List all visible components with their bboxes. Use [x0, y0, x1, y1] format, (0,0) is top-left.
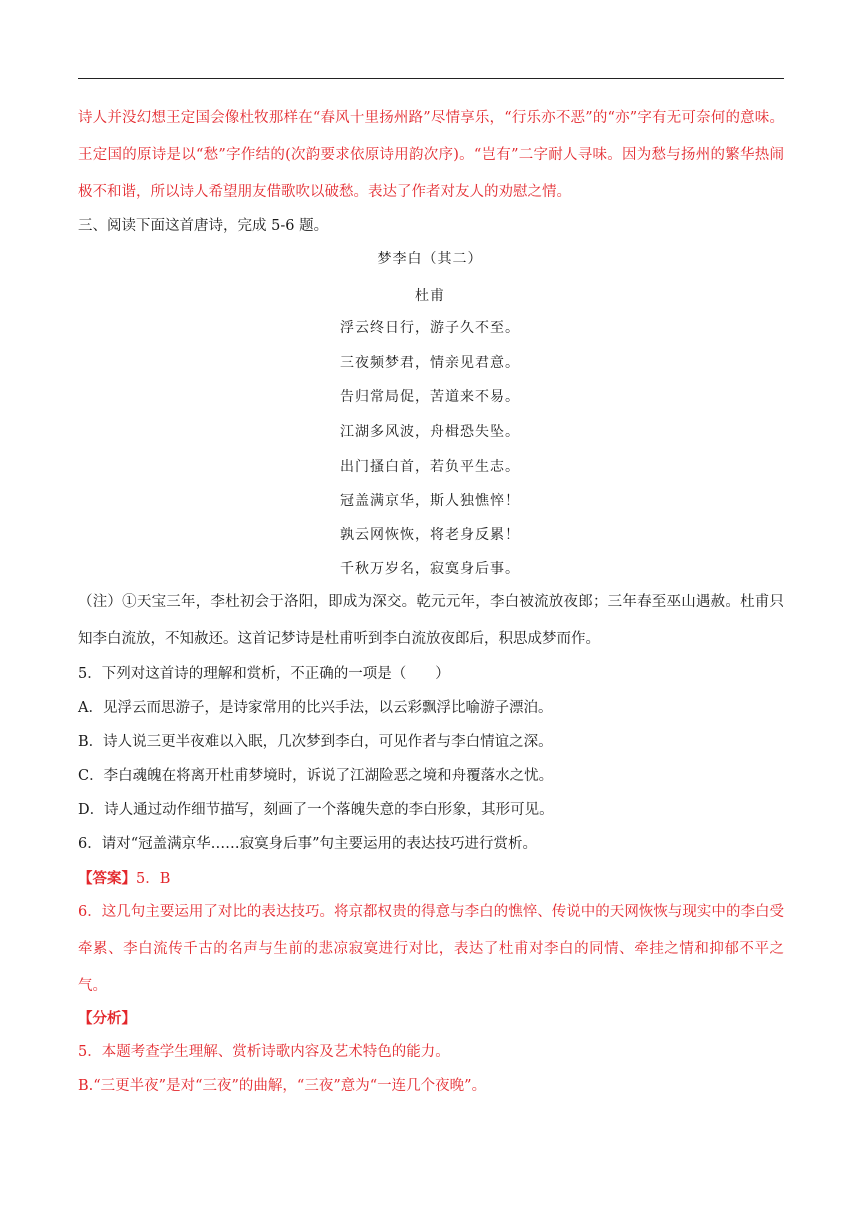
question6-stem: 6．请对“冠盖满京华……寂寞身后事”句主要运用的表达技巧进行赏析。: [78, 836, 538, 852]
poem-line: 出门搔白首，若负平生志。: [340, 459, 520, 475]
poem-line: 千秋万岁名，寂寞身后事。: [340, 561, 520, 577]
analysis-tag: 【分析】: [78, 1010, 136, 1027]
poem-line: 三夜频梦君，情亲见君意。: [340, 355, 520, 371]
answer-q6: 6．这几句主要运用了对比的表达技巧。将京都权贵的得意与李白的憔悴、传说中的天网恢恢与现实中的李白受牵累、李白流传千古的名声与生前的悲凉寂寞进行对比，表达了杜甫对李白的同情、牵挂之情和抑郁不平之气。: [78, 904, 784, 994]
poem-line: 孰云网恢恢，将老身反累！: [340, 527, 520, 543]
poem-line: 江湖多风波，舟楫恐失坠。: [340, 424, 520, 440]
analysis-option-b: B.“三更半夜”是对“三夜”的曲解，“三夜”意为“一连几个夜晚”。: [78, 1078, 487, 1094]
poem-author: 杜甫: [415, 288, 445, 304]
analysis-line: [78, 1000, 784, 1038]
poem-line: 告归常局促，苦道来不易。: [340, 389, 520, 405]
question5-option-b: B．诗人说三更半夜难以入眠，几次梦到李白，可见作者与李白情谊之深。: [78, 734, 553, 750]
question5-option-d: D．诗人通过动作细节描写，刻画了一个落魄失意的李白形象，其形可见。: [78, 802, 554, 818]
question5-option-c: C．李白魂魄在将离开杜甫梦境时，诉说了江湖险恶之境和舟覆落水之忧。: [78, 768, 554, 784]
question5-option-a: A．见浮云而思游子，是诗家常用的比兴手法，以云彩飘浮比喻游子漂泊。: [78, 700, 553, 716]
section-heading: 三、阅读下面这首唐诗，完成 5-6 题。: [78, 218, 329, 234]
poem-line: 冠盖满京华，斯人独憔悴！: [340, 493, 520, 509]
poem-line: 浮云终日行，游子久不至。: [340, 320, 520, 336]
header-rule: [78, 78, 784, 79]
question5-stem: 5．下列对这首诗的理解和赏析，不正确的一项是（ ）: [78, 666, 450, 682]
answer-tag: 【答案】: [78, 870, 136, 887]
intro-explanation: 诗人并没幻想王定国会像杜牧那样在“春风十里扬州路”尽情享乐，“行乐亦不恶”的“亦”字有无可奈何的意味。王定国的原诗是以“愁”字作结的(次韵要求依原诗用韵次序)。“岂有”二字耐人寻味。因为愁与扬州的繁华热闹极不和谐，所以诗人希望朋友借歌吹以破愁。表达了作者对友人的劝慰之情。: [78, 110, 784, 200]
analysis-q5: 5．本题考查学生理解、赏析诗歌内容及艺术特色的能力。: [78, 1044, 450, 1060]
poem-note: （注）①天宝三年，李杜初会于洛阳，即成为深交。乾元元年，李白被流放夜郎；三年春至巫山遇赦。杜甫只知李白流放，不知赦还。这首记梦诗是杜甫听到李白流放夜郎后，积思成梦而作。: [78, 594, 784, 647]
answer-q5: 5．B: [136, 871, 171, 887]
answer-line: [78, 860, 784, 898]
poem-title: 梦李白（其二）: [377, 251, 483, 267]
